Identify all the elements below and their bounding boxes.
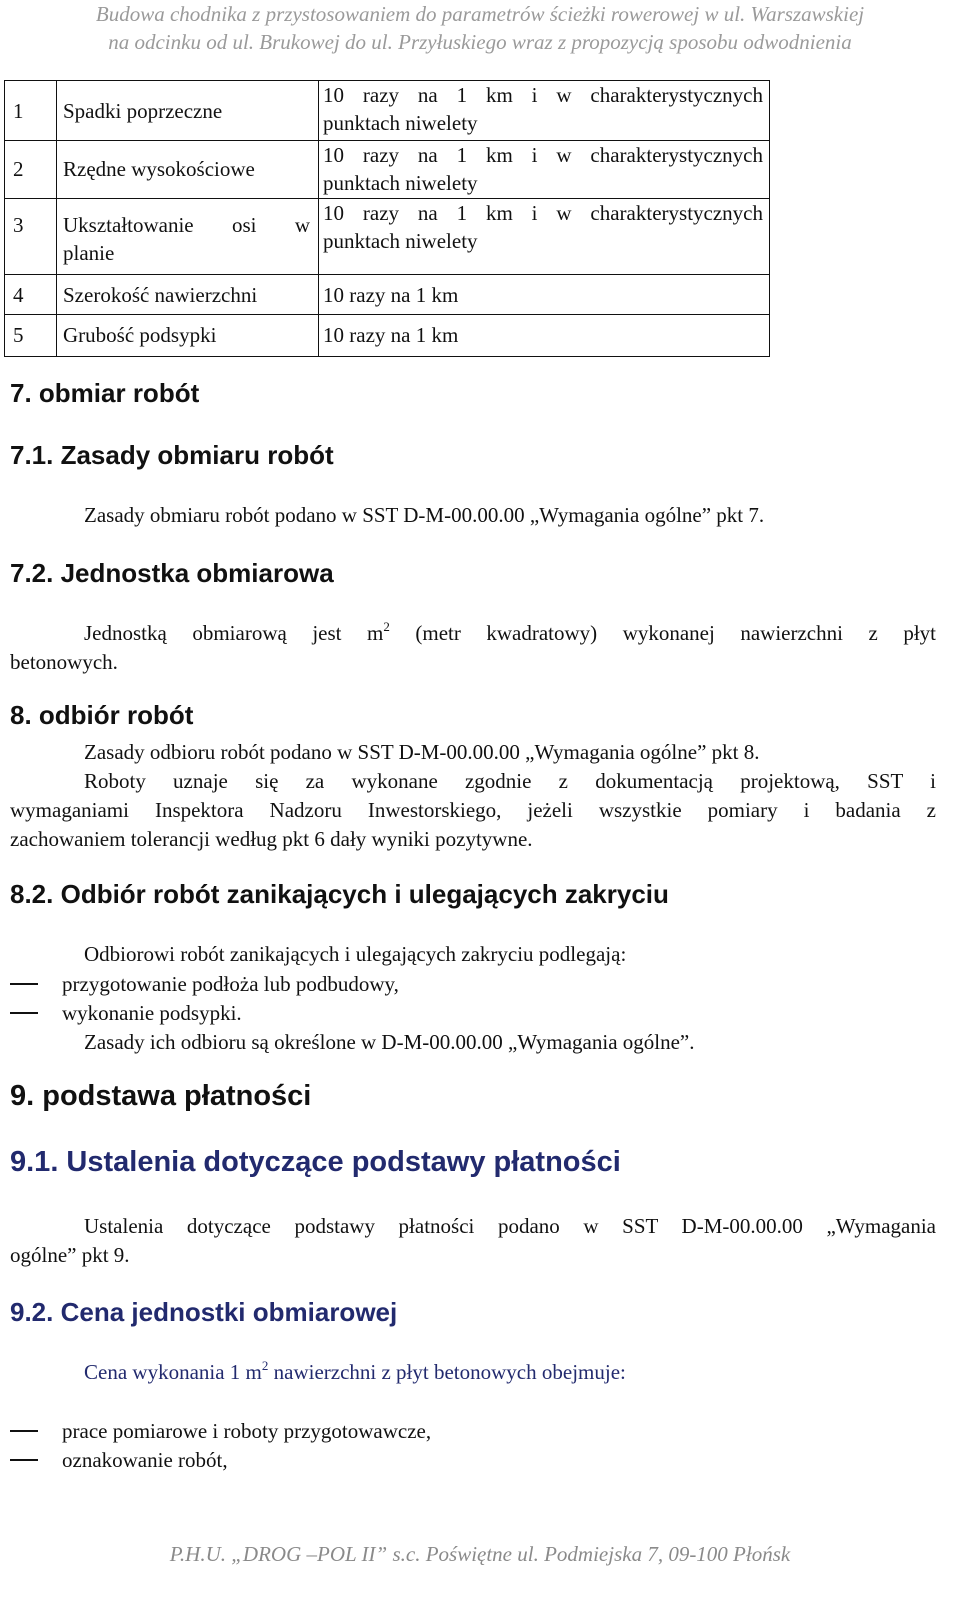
dash-bullet [10,1012,38,1014]
list-item [10,1417,431,1446]
running-header-line-1: Budowa chodnika z przystosowaniem do parametrów ścieżki rowerowej w ul. Warszawskiej [95,2,865,26]
row-name: Rzędne wysokościowe [57,141,319,199]
row-frequency [319,141,770,199]
row-name: Szerokość nawierzchni [57,275,319,315]
section-7-2-text-line-1 [84,619,936,648]
section-8-text-1: Zasady odbioru robót podano w SST D-M-00.00.00 „Wymagania ogólne” pkt 8. [84,740,760,764]
section-8-2-heading [10,879,669,910]
table-row [5,141,770,199]
section-8-text-2-line-3: zachowaniem tolerancji według pkt 6 dały wyniki pozytywne. [10,827,533,851]
heading-text: 8.2. Odbiór robót zanikających i ulegających zakryciu [10,879,669,909]
row-number: 4 [5,275,57,315]
list-item [10,1446,228,1475]
section-9-heading: 9. podstawa płatności [10,1080,312,1112]
superscript: 2 [383,619,390,634]
running-footer: P.H.U. „DROG –POL II” s.c. Poświętne ul. Podmiejska 7, 09-100 Płońsk [169,1542,791,1566]
section-7-1-heading: 7.1. Zasady obmiaru robót [10,440,334,470]
table-row [5,315,770,357]
row-name: Spadki poprzeczne [57,81,319,141]
row-number: 3 [5,199,57,275]
list-item-text: prace pomiarowe i roboty przygotowawcze, [62,1419,432,1443]
table-row [5,275,770,315]
text-run: Cena wykonania 1 m [84,1360,262,1384]
table-row [5,199,770,275]
section-9-2-text [84,1358,626,1387]
text-run: (metr kwadratowy) wykonanej nawierzchni z płyt [389,621,936,645]
section-8-text-2-line-2: wymaganiami Inspektora Nadzoru Inwestorskiego, jeżeli wszystkie pomiary i badania z [10,798,936,822]
list-item-text: wykonanie podsypki. [62,1001,242,1025]
row-name [57,199,319,275]
superscript: 2 [261,1358,269,1373]
frequency-line: punktach niwelety [323,171,478,195]
section-8-2-intro: Odbiorowi robót zanikających i ulegających zakryciu podlegają: [84,942,627,966]
frequency-line: punktach niwelety [323,229,478,253]
frequency-line: 10 razy na 1 km i w charakterystycznych [323,143,763,167]
section-7-1-text: Zasady obmiaru robót podano w SST D-M-00.00.00 „Wymagania ogólne” pkt 7. [84,503,765,527]
section-9-1-text-line-2: ogólne” pkt 9. [10,1243,130,1267]
frequency-line: 10 razy na 1 km i w charakterystycznych [323,201,763,225]
list-item [10,970,399,999]
row-number: 1 [5,81,57,141]
list-item [10,999,242,1028]
running-header-line-2: na odcinku od ul. Brukowej do ul. Przyłuskiego wraz z propozycją sposobu odwodnienia [108,30,852,54]
text-run: nawierzchni z płyt betonowych obejmuje: [268,1360,626,1384]
dash-bullet [10,983,38,985]
list-item-text: przygotowanie podłoża lub podbudowy, [62,972,399,996]
row-name-line: Ukształtowanie osi w [63,213,310,237]
row-name-line: planie [63,241,115,265]
row-frequency: 10 razy na 1 km [319,315,770,357]
frequency-line: punktach niwelety [323,111,478,135]
row-frequency: 10 razy na 1 km [319,275,770,315]
list-item-text: oznakowanie robót, [62,1448,228,1472]
section-8-2-outro: Zasady ich odbioru są określone w D-M-00.00.00 „Wymagania ogólne”. [84,1030,695,1054]
row-frequency [319,199,770,275]
row-name: Grubość podsypki [57,315,319,357]
dash-bullet [10,1430,38,1432]
section-8-text-2-line-1: Roboty uznaje się za wykonane zgodnie z dokumentacją projektową, SST i [84,769,936,793]
row-number: 5 [5,315,57,357]
table-row [5,81,770,141]
section-8-heading: 8. odbiór robót [10,700,194,730]
section-7-heading: 7. obmiar robót [10,378,200,408]
section-9-2-heading: 9.2. Cena jednostki obmiarowej [10,1297,398,1327]
dash-bullet [10,1459,38,1461]
row-frequency [319,81,770,141]
text-run: Jednostką obmiarową jest m [84,621,384,645]
section-9-1-text-line-1: Ustalenia dotyczące podstawy płatności podano w SST D-M-00.00.00 „Wymagania [84,1214,936,1238]
section-7-2-text-line-2: betonowych. [10,650,118,674]
measurement-frequency-table [4,80,770,357]
frequency-line: 10 razy na 1 km i w charakterystycznych [323,83,763,107]
section-9-1-heading: 9.1. Ustalenia dotyczące podstawy płatności [10,1146,621,1178]
section-7-2-heading: 7.2. Jednostka obmiarowa [10,558,334,588]
row-number: 2 [5,141,57,199]
